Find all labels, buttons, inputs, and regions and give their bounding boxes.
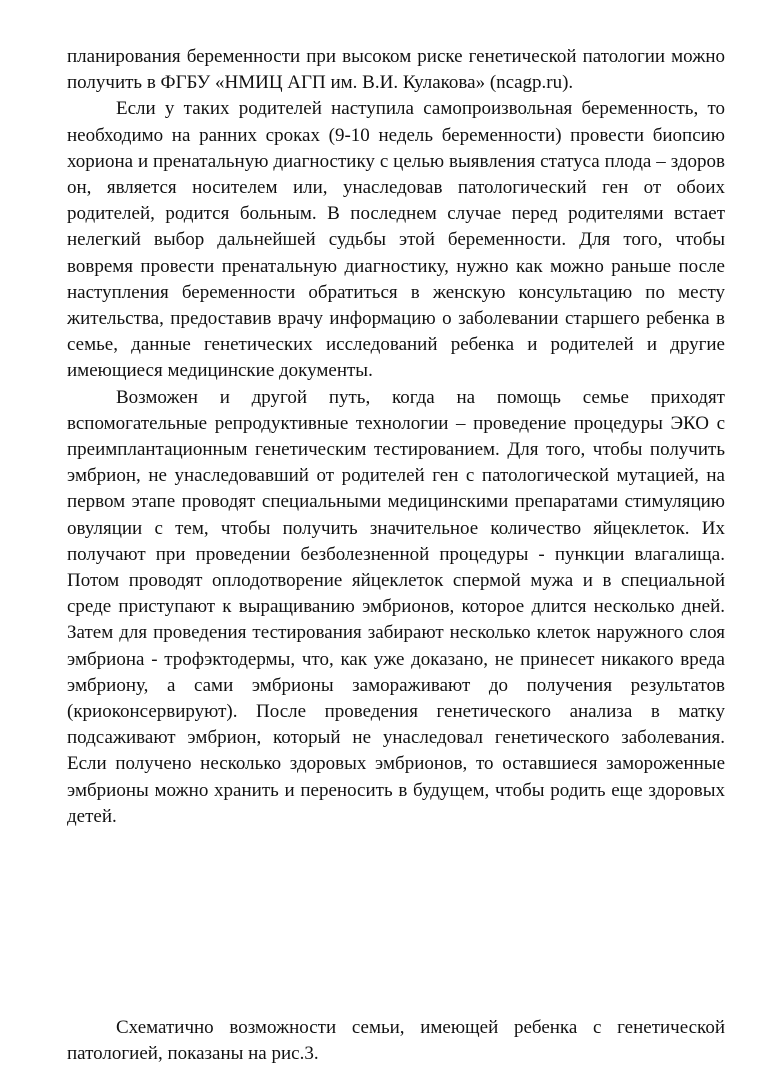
figure-reference-block	[67, 1015, 725, 1067]
paragraph-continuation: планирования беременности при высоком риске генетической патологии можно получить в ФГБУ «НМИЦ АГП им. В.И. Кулакова» (ncagp.ru).	[67, 46, 725, 94]
paragraph-ivf-path: Возможен и другой путь, когда на помощь семье приходят вспомогательные репродуктивные технологии – проведение процедуры ЭКО с преимплантационным генетическим тестированием. Для того, чтобы получить эмбрион, не унаследовавший от родителей ген с патологической мутацией, на первом этапе проводят специальными медицинскими препаратами стимуляцию овуляции с тем, чтобы получить значительное количество яйцеклеток. Их получают при проведении безболезненной процедуры - пункции влагалища. Потом проводят оплодотворение яйцеклеток спермой мужа и в специальной среде приступают к выращиванию эмбрионов, которое длится несколько дней. Затем для проведения тестирования забирают несколько клеток наружного слоя эмбриона - трофэктодермы, что, как уже доказано, не принесет никакого вреда эмбриону, а сами эмбрионы замораживают до получения результатов (криоконсервируют). После проведения генетического анализа в матку подсаживают эмбрион, который не унаследовал генетического заболевания. Если получено несколько здоровых эмбрионов, то оставшиеся замороженные эмбрионы можно хранить и переносить в будущем, чтобы родить еще здоровых детей.	[67, 386, 725, 827]
paragraph-figure-reference: Схематично возможности семьи, имеющей ребенка с генетической патологией, показаны на рис.3.	[67, 1017, 725, 1065]
document-body	[67, 44, 725, 830]
paragraph-spontaneous-pregnancy: Если у таких родителей наступила самопроизвольная беременность, то необходимо на ранних сроках (9-10 недель беременности) провести биопсию хориона и пренатальную диагностику с целью выявления статуса плода – здоров он, является носителем или, унаследовав патологический ген от обоих родителей, родится больным. В последнем случае перед родителями встает нелегкий выбор дальнейшей судьбы этой беременности. Для того, чтобы вовремя провести пренатальную диагностику, нужно как можно раньше после наступления беременности обратиться в женскую консультацию по месту жительства, предоставив врачу информацию о заболевании старшего ребенка в семье, данные генетических исследований ребенка и родителей и другие имеющиеся медицинские документы.	[67, 98, 725, 382]
